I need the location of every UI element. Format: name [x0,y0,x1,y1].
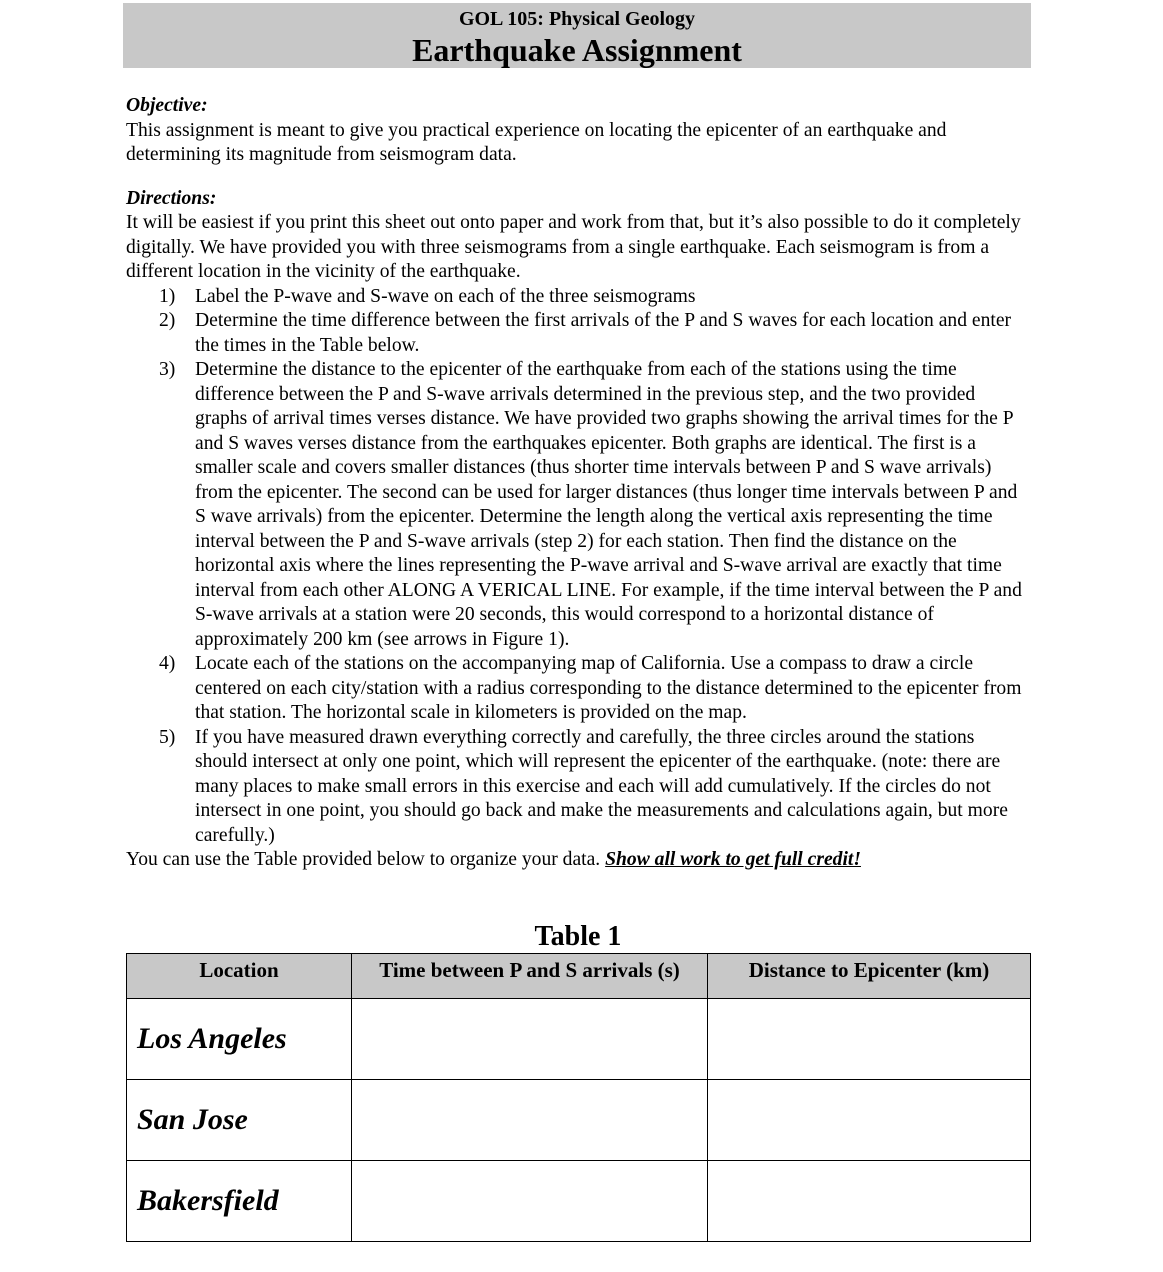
table-row [127,1161,1031,1242]
step-number: 1) [159,285,176,307]
table-row [127,1080,1031,1161]
column-header-location: Location [127,954,352,999]
location-name: Bakersfield [137,1184,279,1217]
location-name: San Jose [137,1103,248,1136]
location-cell [127,999,352,1080]
list-item [126,726,1031,849]
step-number: 4) [159,653,176,674]
list-item [126,358,1031,652]
location-cell [127,1080,352,1161]
list-item [126,652,1031,726]
step-number: 5) [159,726,176,748]
time-entry-cell[interactable] [352,1161,708,1242]
step-text: Determine the time difference between the first arrivals of the P and S waves for each location and enter the times in the Table below. [195,310,1012,356]
table-caption: Table 1 [534,921,622,952]
step-text: Locate each of the stations on the accompanying map of California. Use a compass to draw a circle centered on each city/station with a radius corresponding to the distance determined to the epicenter from that station. The horizontal scale in kilometers is provided on the map. [195,653,1022,723]
course-title: GOL 105: Physical Geology [458,8,696,30]
step-number: 3) [159,359,176,380]
distance-entry-cell[interactable] [708,999,1031,1080]
column-header-distance: Distance to Epicenter (km) [708,954,1031,999]
objective-heading: Objective: [126,95,208,116]
step-text: If you have measured drawn everything correctly and carefully, the three circles around the stations should intersect at only one point, which will represent the epicenter of the earthquake. (note: there are many places to make small errors in this exercise and each will add cumulatively. If the circles do not intersect in one point, you should go back and make the measurements and calculations again, but more carefully.) [195,726,1008,846]
header-band [123,3,1031,68]
distance-entry-cell[interactable] [708,1080,1031,1161]
step-text: Determine the distance to the epicenter of the earthquake from each of the stations using the time difference between the P and S-wave arrivals determined in the previous step, and the two provided graphs of arrival times verses distance. We have provided two graphs showing the arrival times for the P and S waves verses distance from the earthquakes epicenter. Both graphs are identical. The first is a smaller scale and covers smaller distances (thus shorter time intervals between P and S wave arrivals) from the epicenter. The second can be used for larger distances (thus longer time intervals between P and S wave arrivals) from the epicenter. Determine the length along the vertical axis representing the time interval between the P and S-wave arrivals (step 2) for each station. Then find the distance on the horizontal axis where the lines representing the P-wave arrival and S-wave arrival are exactly that time interval from each other ALONG A VERICAL LINE. For example, if the time interval between the P and S-wave arrivals at a station were 20 seconds, this would correspond to a horizontal distance of approximately 200 km (see arrows in Figure 1). [195,359,1022,650]
time-entry-cell[interactable] [352,1080,708,1161]
column-header-time: Time between P and S arrivals (s) [352,954,708,999]
directions-intro: It will be easiest if you print this sheet out onto paper and work from that, but it’s also possible to do it completely digitally. We have provided you with three seismograms from a single earthquake. Each seismogram is from a different location in the vicinity of the earthquake. [126,212,1021,282]
closing-line [126,848,1031,873]
list-item [126,309,1031,358]
location-cell [127,1161,352,1242]
time-entry-cell[interactable] [352,999,708,1080]
distance-entry-cell[interactable] [708,1161,1031,1242]
full-credit-note: Show all work to get full credit! [605,849,861,870]
assignment-title: Earthquake Assignment [412,32,742,68]
directions-steps [126,285,1031,849]
table-row [127,999,1031,1080]
directions-heading: Directions: [126,187,217,209]
data-table [126,953,1031,1242]
closing-text: You can use the Table provided below to organize your data. [126,849,601,870]
table-header-row [127,954,1031,999]
list-item [126,285,1031,310]
document-body [126,94,1031,873]
location-name: Los Angeles [137,1022,287,1055]
section-spacer [126,168,1031,187]
step-number: 2) [159,310,176,331]
objective-text: This assignment is meant to give you practical experience on locating the epicenter of an earthquake and determining its magnitude from seismogram data. [126,119,947,165]
step-text: Label the P-wave and S-wave on each of the three seismograms [195,285,696,307]
